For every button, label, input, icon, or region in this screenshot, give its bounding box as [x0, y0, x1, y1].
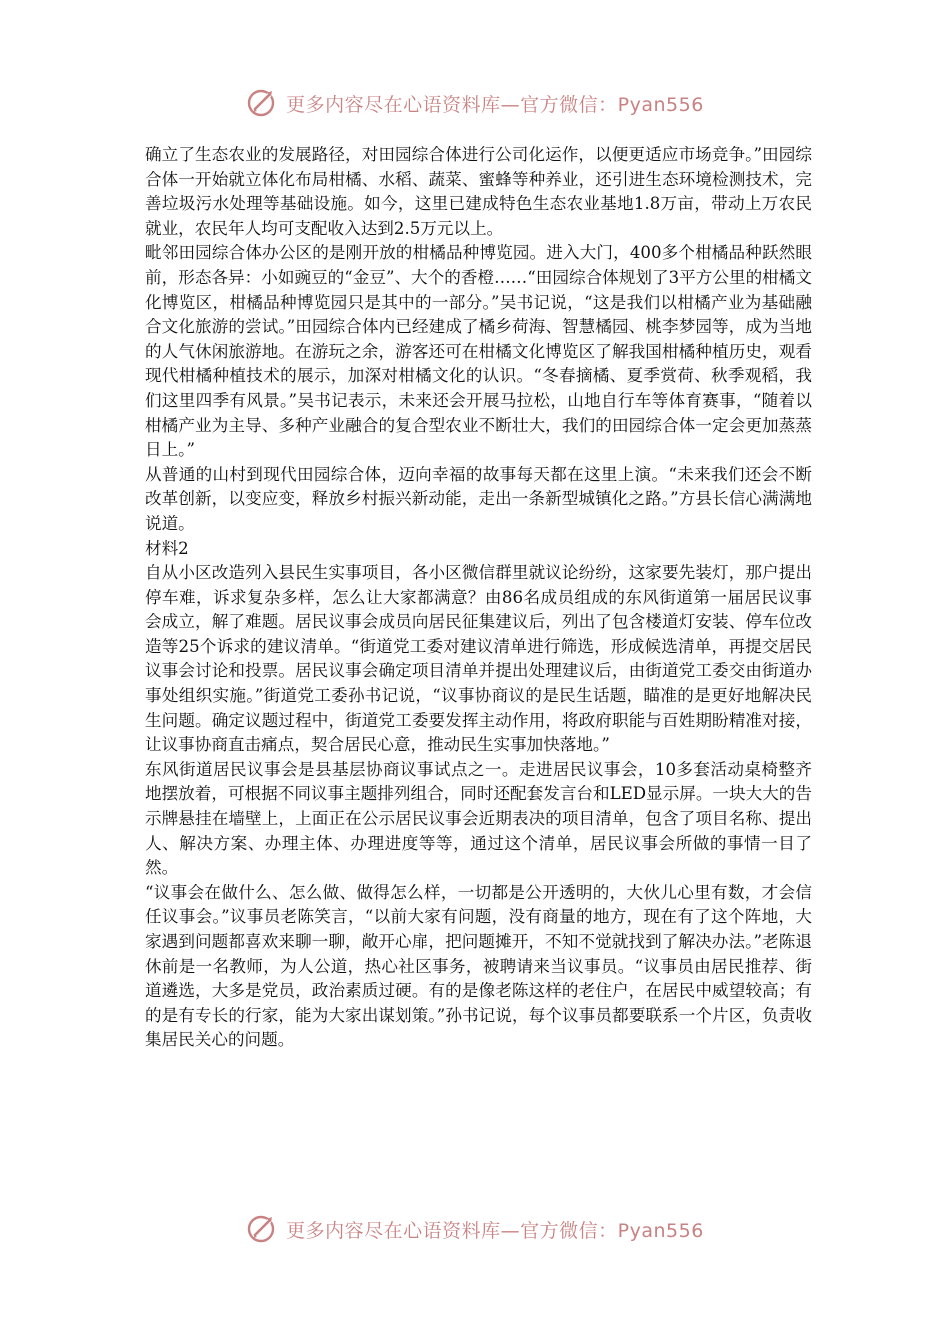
pen-logo-icon: [246, 87, 278, 119]
header-watermark: [0, 83, 950, 123]
paragraph: 确立了生态农业的发展路径，对田园综合体进行公司化运作，以便更适应市场竞争。”田园综合体一开始就立体化布局柑橘、水稻、蔬菜、蜜蜂等种养业，还引进生态环境检测技术，完善垃圾污水处理等基础设施。如今，这里已建成特色生态农业基地1.8万亩，带动上万农民就业，农民年人均可支配收入达到2.5万元以上。: [145, 145, 812, 238]
watermark-text: 更多内容尽在心语资料库—官方微信：Pyan556: [286, 1219, 704, 1242]
paragraph: 毗邻田园综合体办公区的是刚开放的柑橘品种博览园。进入大门，400多个柑橘品种跃然眼前，形态各异：小如豌豆的“金豆”、大个的香橙……“田园综合体规划了3平方公里的柑橘文化博览区，柑橘品种博览园只是其中的一部分。”吴书记说，“这是我们以柑橘产业为基础融合文化旅游的尝试。”田园综合体内已经建成了橘乡荷海、智慧橘园、桃李梦园等，成为当地的人气休闲旅游地。在游玩之余，游客还可在柑橘文化博览区了解我国柑橘种植历史，观看现代柑橘种植技术的展示，加深对柑橘文化的认识。“冬春摘橘、夏季赏荷、秋季观稻，我们这里四季有风景。”吴书记表示，未来还会开展马拉松，山地自行车等体育赛事，“随着以柑橘产业为主导、多种产业融合的复合型农业不断壮大，我们的田园综合体一定会更加蒸蒸日上。”: [145, 243, 812, 460]
paragraph: 从普通的山村到现代田园综合体，迈向幸福的故事每天都在这里上演。“未来我们还会不断改革创新，以变应变，释放乡村振兴新动能，走出一条新型城镇化之路。”方县长信心满满地说道。: [145, 464, 812, 533]
watermark-text: 更多内容尽在心语资料库—官方微信：Pyan556: [286, 93, 704, 116]
section-heading: 材料2: [145, 538, 189, 558]
footer-watermark: [0, 1209, 950, 1249]
paragraph: “议事会在做什么、怎么做、做得怎么样，一切都是公开透明的，大伙儿心里有数，才会信任议事会。”议事员老陈笑言，“以前大家有问题，没有商量的地方，现在有了这个阵地，大家遇到问题都喜欢来聊一聊，敞开心扉，把问题摊开，不知不觉就找到了解决办法。”老陈退休前是一名教师，为人公道，热心社区事务，被聘请来当议事员。“议事员由居民推荐、街道遴选，大多是党员，政治素质过硬。有的是像老陈这样的老住户，在居民中威望较高；有的是有专长的行家，能为大家出谋划策。”孙书记说，每个议事员都要联系一个片区，负责收集居民关心的问题。: [145, 882, 812, 1050]
document-body: [145, 143, 812, 1053]
pen-logo-icon: [246, 1213, 278, 1245]
paragraph: 自从小区改造列入县民生实事项目，各小区微信群里就议论纷纷，这家要先装灯，那户提出停车难，诉求复杂多样，怎么让大家都满意？由86名成员组成的东风街道第一届居民议事会成立，解了难题。居民议事会成员向居民征集建议后，列出了包含楼道灯安装、停车位改造等25个诉求的建议清单。“街道党工委对建议清单进行筛选，形成候选清单，再提交居民议事会讨论和投票。居民议事会确定项目清单并提出处理建议后，由街道党工委交由街道办事处组织实施。”街道党工委孙书记说，“议事协商议的是民生话题，瞄准的是更好地解决民生问题。确定议题过程中，街道党工委要发挥主动作用，将政府职能与百姓期盼精准对接，让议事协商直击痛点，契合居民心意，推动民生实事加快落地。”: [145, 563, 812, 755]
paragraph: 东风街道居民议事会是县基层协商议事试点之一。走进居民议事会，10多套活动桌椅整齐地摆放着，可根据不同议事主题排列组合，同时还配套发言台和LED显示屏。一块大大的告示牌悬挂在墙壁上，上面正在公示居民议事会近期表决的项目清单，包含了项目名称、提出人、解决方案、办理主体、办理进度等等，通过这个清单，居民议事会所做的事情一目了然。: [145, 759, 812, 878]
